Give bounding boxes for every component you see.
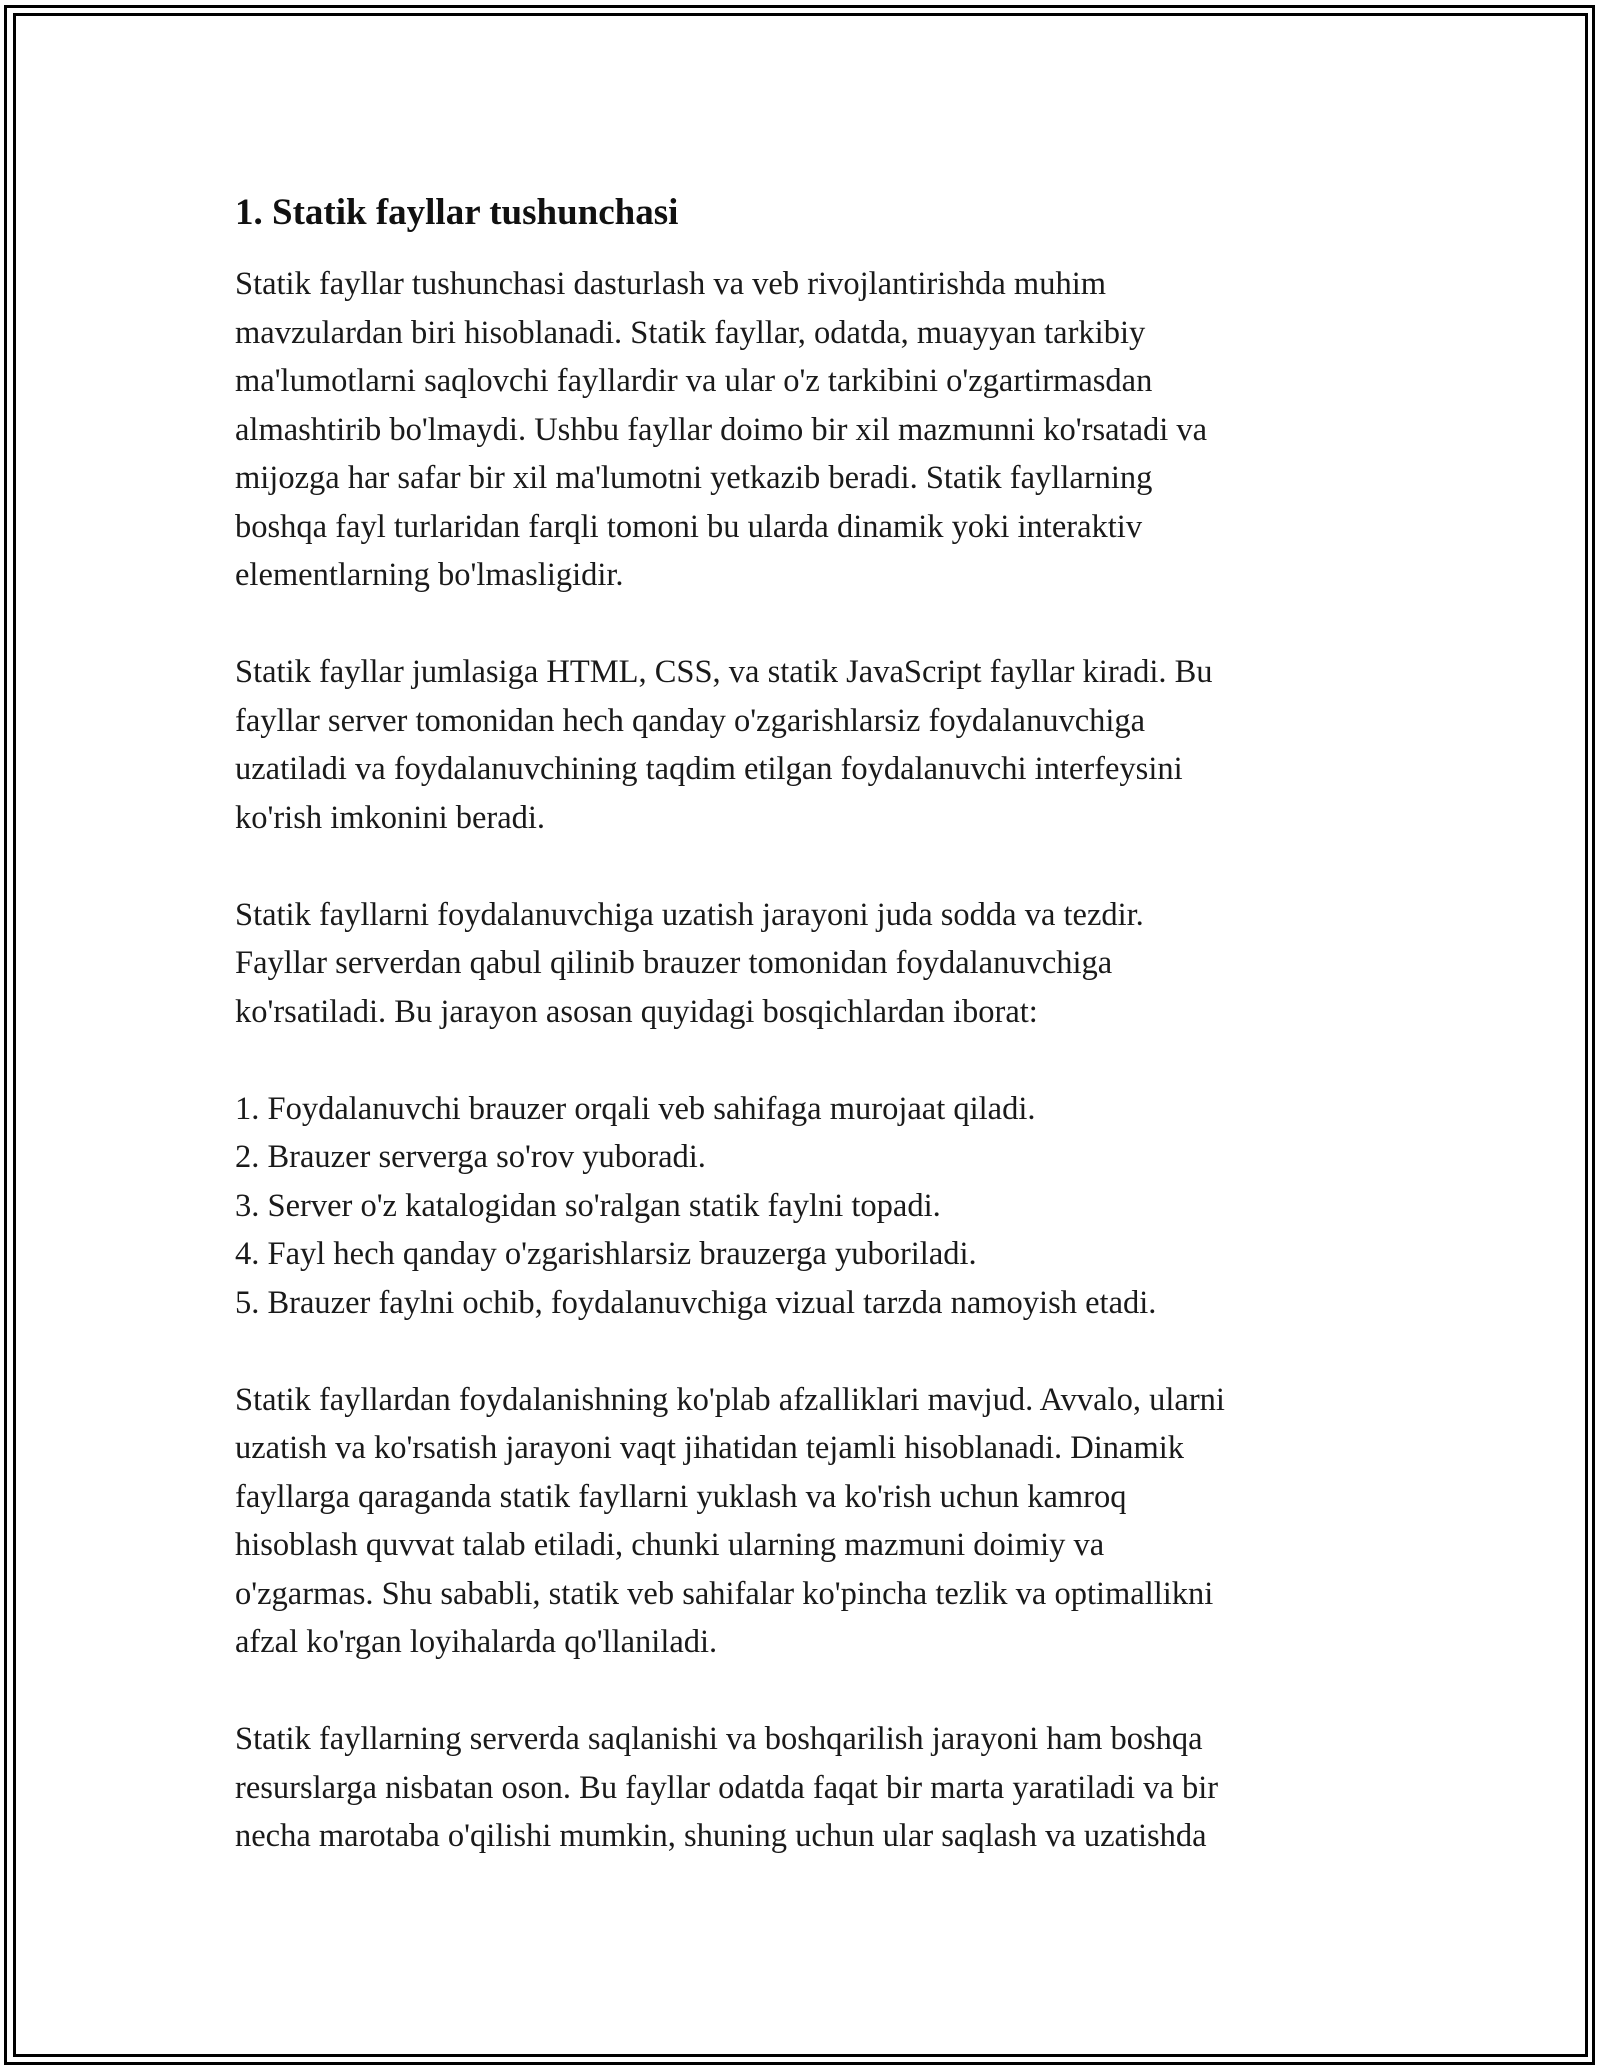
paragraph-advantages: Statik fayllardan foydalanishning ko'plab afzalliklari mavjud. Avvalo, ularni uzatish va ko'rsatish jarayoni vaqt jihatidan tejamli hisoblanadi. Dinamik fayllarga qaraganda statik fayllarni yuklash va ko'rish uchun kamroq hisoblash quvvat talab etiladi, chunki ularning mazmuni doimiy va o'zgarmas. Shu sababli, statik veb sahifalar ko'pincha tezlik va optimallikni afzal ko'rgan loyihalarda qo'llaniladi. xyxy=(235,1381,1225,1660)
list-item: 4. Fayl hech qanday o'zgarishlarsiz brauzerga yuboriladi. xyxy=(235,1236,977,1272)
list-item: 2. Brauzer serverga so'rov yuboradi. xyxy=(235,1139,706,1175)
list-item: 1. Foydalanuvchi brauzer orqali veb sahifaga murojaat qiladi. xyxy=(235,1090,1036,1127)
paragraph-storage: Statik fayllarning serverda saqlanishi va boshqarilish jarayoni ham boshqa resurslarga nisbatan oson. Bu fayllar odatda faqat bir marta yaratiladi va bir necha marotaba o'qilishi mumkin, shuning uchun ular saqlash va uzatishda xyxy=(235,1721,1219,1854)
list-item: 5. Brauzer faylni ochib, foydalanuvchiga vizual tarzda namoyish etadi. xyxy=(235,1284,1157,1321)
paragraph-definition: Statik fayllar tushunchasi dasturlash va veb rivojlantirishda muhim mavzulardan biri hisoblanadi. Statik fayllar, odatda, muayyan tarkibiy ma'lumotlarni saqlovchi fayllardir va ular o'z tarkibini o'zgartirmasdan almashtirib bo'lmaydi. Ushbu fayllar doimo bir xil mazmunni ko'rsatadi va mijozga har safar bir xil ma'lumotni yetkazib beradi. Statik fayllarning boshqa fayl turlaridan farqli tomoni bu ularda dinamik yoki interaktiv elementlarning bo'lmasligidir. xyxy=(235,266,1208,593)
section-heading: 1. Statik fayllar tushunchasi xyxy=(235,192,679,233)
list-item: 3. Server o'z katalogidan so'ralgan statik faylni topadi. xyxy=(235,1187,941,1224)
paragraph-file-types: Statik fayllar jumlasiga HTML, CSS, va statik JavaScript fayllar kiradi. Bu fayllar server tomonidan hech qanday o'zgarishlarsiz foydalanuvchiga uzatiladi va foydalanuvchining taqdim etilgan foydalanuvchi interfeysini ko'rish imkonini beradi. xyxy=(235,654,1213,836)
steps-list xyxy=(235,1085,1385,1328)
document-body xyxy=(235,186,1385,1909)
paragraph-delivery-process: Statik fayllarni foydalanuvchiga uzatish jarayoni juda sodda va tezdir. Fayllar serverdan qabul qilinib brauzer tomonidan foydalanuvchiga ko'rsatiladi. Bu jarayon asosan quyidagi bosqichlardan iborat: xyxy=(235,896,1144,1030)
